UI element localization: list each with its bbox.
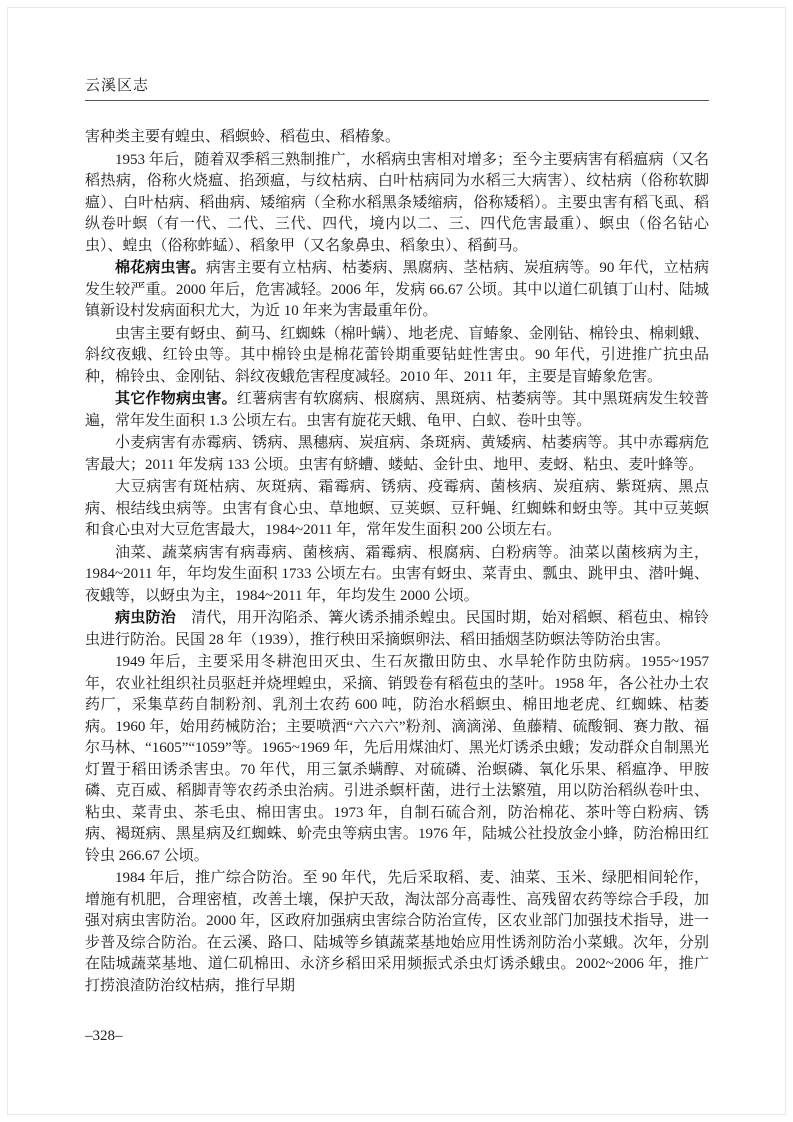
paragraph-lead: 棉花病虫害。 [115, 259, 206, 276]
paragraph [85, 867, 709, 997]
paragraph-text: 害种类主要有蝗虫、稻螟蛉、稻苞虫、稻椿象。 [85, 129, 401, 145]
paragraph [85, 149, 709, 258]
paragraph-text: 油菜、蔬菜病害有病毒病、菌核病、霜霉病、根腐病、白粉病等。油菜以菌核病为主，1984~2011 年，年均发生面积 1733 公顷左右。虫害有蚜虫、菜青虫、瓢虫、跳甲虫、潜叶蝇、夜蛾等，以蚜虫为主，1984~2011 年，年均发生 2000 公顷。 [85, 544, 709, 604]
paragraph-lead: 病虫防治 [115, 609, 176, 626]
paragraph [85, 607, 709, 651]
paragraph-text: 大豆病害有斑枯病、灰斑病、霜霉病、锈病、疫霉病、菌核病、炭疽病、紫斑病、黑点病、根结线虫病等。虫害有食心虫、草地螟、豆荚螟、豆秆蝇、红蜘蛛和蚜虫等。其中豆荚螟和食心虫对大豆危害最大，1984~2011 年，常年发生面积 200 公顷左右。 [85, 479, 709, 538]
paragraph-text: 清代，用开沟陷杀、篝火诱杀捕杀蝗虫。民国时期，始对稻螟、稻苞虫、棉铃虫进行防治。民国 28 年（1939），推行秧田采摘螟卵法、稻田插烟茎防螟法等防治虫害。 [85, 610, 709, 648]
header-rule [85, 100, 709, 101]
paragraph [85, 388, 709, 432]
paragraph-text: 1984 年后，推广综合防治。至 90 年代，先后采取稻、麦、油菜、玉米、绿肥相间轮作，增施有机肥，合理密植，改善土壤，保护天敌，淘汰部分高毒性、高残留农药等综合手段，加强对病虫害防治。2000 年，区政府加强病虫害综合防治宣传，区农业部门加强技术指导，进一步普及综合防治。在云溪、路口、陆城等乡镇蔬菜基地始应用性诱剂防治小菜蛾。次年，分别在陆城蔬菜基地、道仁矶棉田、永济乡稻田采用频振式杀虫灯诱杀蛾虫。2002~2006 年，推广打捞浪渣防治纹枯病，推行早期 [85, 870, 709, 994]
paragraph [85, 126, 709, 149]
paragraph [85, 476, 709, 542]
paragraph [85, 323, 709, 389]
book-title: 云溪区志 [85, 78, 150, 94]
paragraph-text: 1953 年后，随着双季稻三熟制推广，水稻病虫害相对增多；至今主要病害有稻瘟病（又名稻热病，俗称火烧瘟、掐颈瘟，与纹枯病、白叶枯病同为水稻三大病害）、纹枯病（俗称软脚瘟）、白叶枯病、稻曲病、矮缩病（全称水稻黑条矮缩病，俗称矮稻）。主要虫害有稻飞虱、稻纵卷叶螟（有一代、二代、三代、四代，境内以二、三、四代危害最重）、螟虫（俗名钻心虫）、蝗虫（俗称蚱蜢）、稻象甲（又名象鼻虫、稻象虫）、稻蓟马。 [85, 151, 709, 254]
page-footer [85, 1028, 123, 1045]
page-number: –328– [85, 1028, 123, 1044]
paragraph-lead: 其它作物病虫害。 [115, 390, 237, 407]
paragraph-text: 虫害主要有蚜虫、蓟马、红蜘蛛（棉叶螨）、地老虎、盲蝽象、金刚钻、棉铃虫、棉刺蛾、斜纹夜蛾、红铃虫等。其中棉铃虫是棉花蕾铃期重要钻蛀性害虫。90 年代，引进推广抗虫品种，棉铃虫、金刚钻、斜纹夜蛾危害程度减轻。2010 年、2011 年，主要是盲蝽象危害。 [85, 325, 709, 385]
page-body [85, 126, 709, 997]
paragraph [85, 542, 709, 608]
paragraph-text: 红薯病害有软腐病、根腐病、黑斑病、枯萎病等。其中黑斑病发生较普遍，常年发生面积 1.3 公顷左右。虫害有旋花天蛾、龟甲、白蚁、卷叶虫等。 [85, 391, 709, 429]
paragraph [85, 257, 709, 323]
paragraph [85, 432, 709, 476]
paragraph-text: 小麦病害有赤霉病、锈病、黑穗病、炭疽病、条斑病、黄矮病、枯萎病等。其中赤霉病危害最大；2011 年发病 133 公顷。虫害有蛴螬、蝼蛄、金针虫、地甲、麦蚜、粘虫、麦叶蜂等。 [85, 435, 709, 473]
paragraph-text: 1949 年后，主要采用冬耕泡田灭虫、生石灰撒田防虫、水旱轮作防虫防病。1955~1957 年，农业社组织社员驱赶并烧埋蝗虫，采摘、销毁卷有稻苞虫的茎叶。1958 年，各公社办土农药厂，采集草药自制粉剂、乳剂土农药 600 吨，防治水稻螟虫、棉田地老虎、红蜘蛛、枯萎病。1960 年，始用药械防治；主要喷洒“六六六”粉剂、滴滴涕、鱼藤精、硫酸铜、赛力散、福尔马林、“1605”“1059”等。1965~1969 年，先后用煤油灯、黑光灯诱杀虫蛾；发动群众自制黑光灯置于稻田诱杀害虫。70 年代，用三氯杀螨醇、对硫磷、治螟磷、氧化乐果、稻瘟净、甲胺磷、克百威、稻脚青等农药杀虫治病。引进杀螟杆菌，进行土法繁殖，用以防治稻纵卷叶虫、粘虫、菜青虫、茶毛虫、棉田害虫。1973 年，自制石硫合剂，防治棉花、茶叶等白粉病、锈病、褐斑病、黑星病及红蜘蛛、蚧壳虫等病虫害。1976 年，陆城公社投放金小蜂，防治棉田红铃虫 266.67 公顷。 [85, 654, 709, 864]
paragraph [85, 651, 709, 867]
page-header [85, 74, 149, 95]
paragraph-text: 病害主要有立枯病、枯萎病、黑腐病、茎枯病、炭疽病等。90 年代，立枯病发生较严重。2000 年后，危害减轻。2006 年，发病 66.67 公顷。其中以道仁矶镇丁山村、陆城镇新设村发病面积尤大，为近 10 年来为害最重年份。 [85, 260, 709, 319]
